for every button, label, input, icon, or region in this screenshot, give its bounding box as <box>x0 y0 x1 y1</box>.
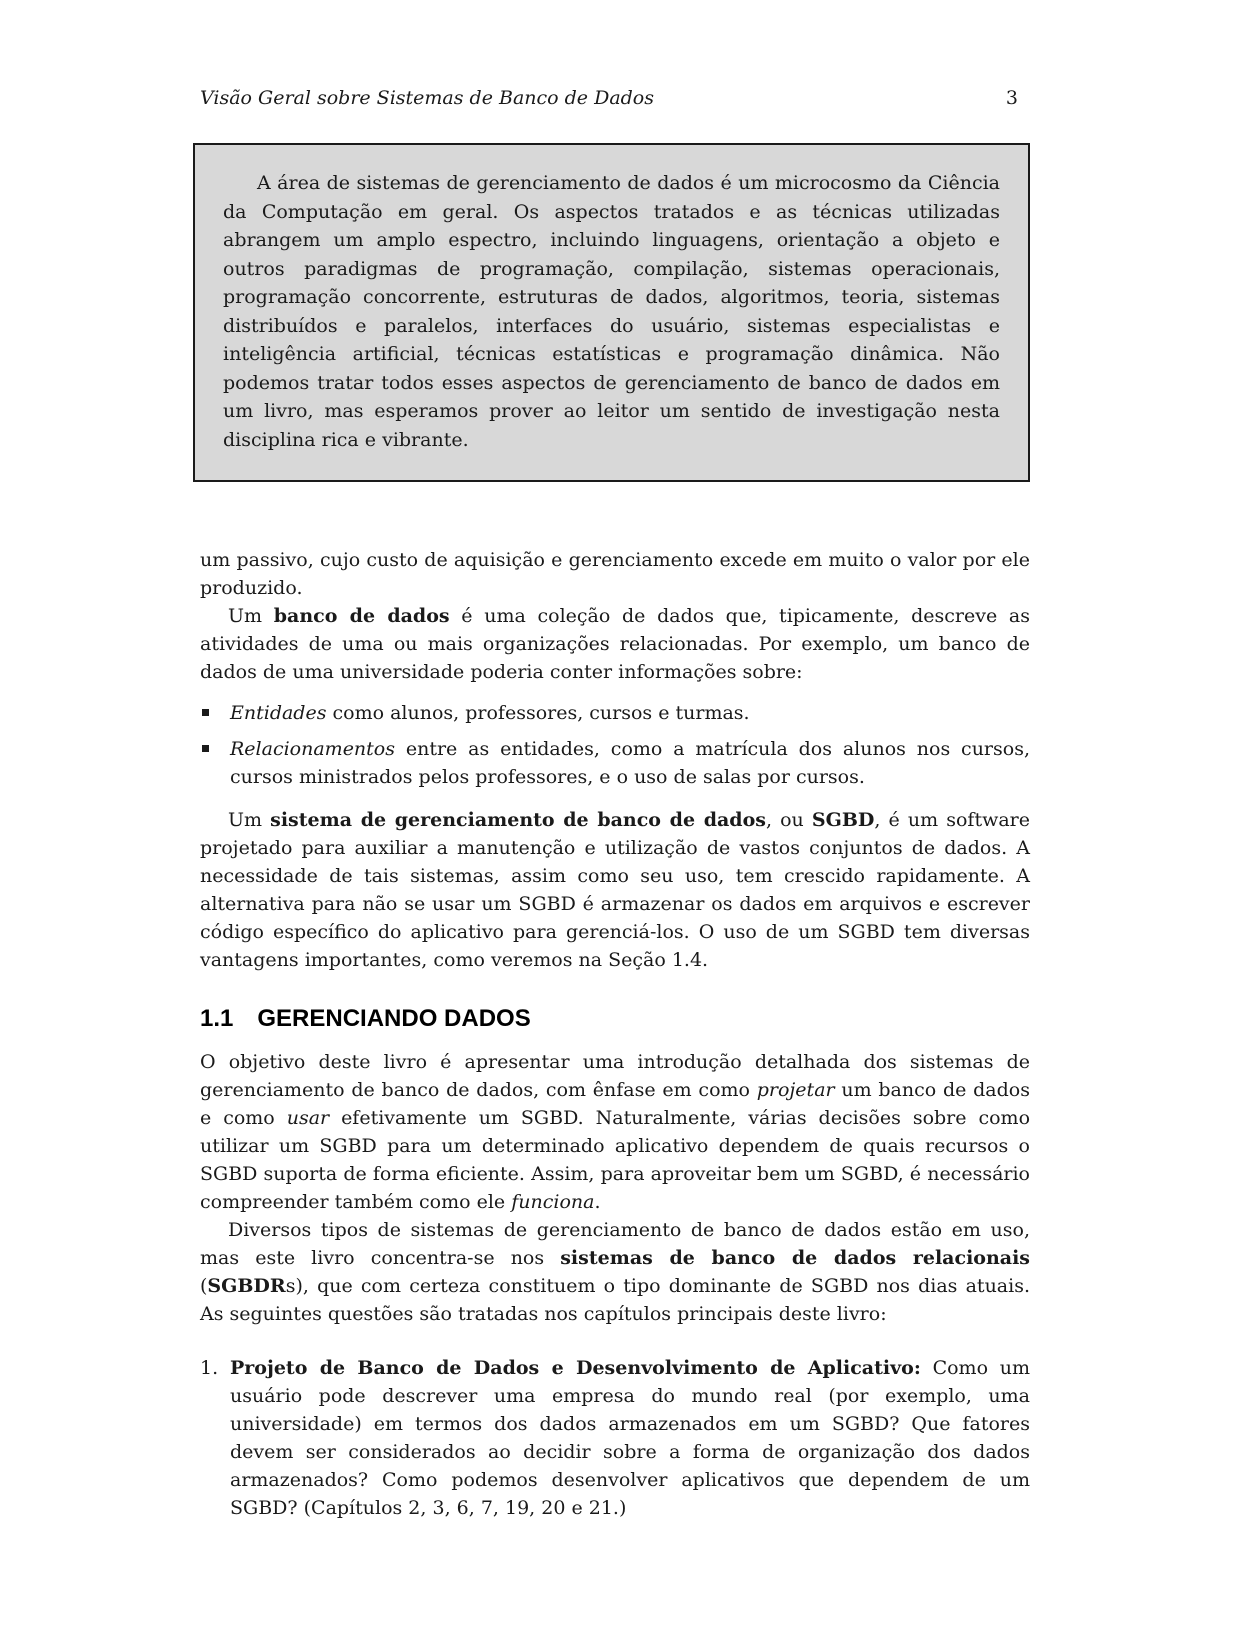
paragraph-sgbd-definition <box>200 806 1030 974</box>
text-run: s), que com certeza constituem o tipo dominante de SGBD nos dias atuais. As seguintes questões são tratadas nos capítulos principais deste livro: <box>200 1275 1030 1325</box>
italic-term-projetar: projetar <box>756 1079 835 1101</box>
text-run: O objetivo deste livro é apresentar uma introdução detalhada dos sistemas de gerenciamento de banco de dados, com ênfase em como <box>200 1051 1030 1101</box>
italic-term-usar: usar <box>286 1107 330 1129</box>
body-text <box>200 546 1030 1522</box>
list-item <box>200 735 1030 791</box>
italic-term-relacionamentos: Relacionamentos <box>230 738 395 760</box>
italic-term-entidades: Entidades <box>230 702 327 724</box>
running-head-title: Visão Geral sobre Sistemas de Banco de Dados <box>200 87 654 109</box>
text-run: . <box>594 1191 601 1213</box>
text-run: um passivo, cujo custo de aquisição e gerenciamento excede em muito o valor por ele produzido. <box>200 549 1030 599</box>
paragraph-sgbd-types <box>200 1216 1030 1328</box>
page-number: 3 <box>1005 87 1018 109</box>
text-run: um banco de dados e como <box>200 1079 1030 1129</box>
text-run: como alunos, professores, cursos e turmas. <box>326 702 750 724</box>
numbered-list <box>200 1354 1030 1522</box>
text-run: , ou <box>765 809 812 831</box>
section-title: GERENCIANDO DADOS <box>257 1005 531 1032</box>
paragraph-database-definition <box>200 602 1030 686</box>
item-title-bold: Projeto de Banco de Dados e Desenvolvimento de Aplicativo: <box>230 1357 921 1379</box>
text-run: é uma coleção de dados que, tipicamente, descreve as atividades de uma ou mais organizações relacionadas. Por exemplo, um banco de dados de uma universidade poderia conter informações sobre: <box>200 605 1030 683</box>
square-bullet-icon <box>202 709 209 716</box>
bold-term-sistema-gerenciamento: sistema de gerenciamento de banco de dados <box>270 809 766 831</box>
text-run: , é um software projetado para auxiliar a manutenção e utilização de vastos conjuntos de dados. A necessidade de tais sistemas, assim como seu uso, tem crescido rapidamente. A alternativa para não se usar um SGBD é armazenar os dados em arquivos e escrever código específico do aplicativo para gerenciá-los. O uso de um SGBD tem diversas vantagens importantes, como veremos na Seção 1.4. <box>200 809 1030 971</box>
italic-term-funciona: funciona <box>511 1191 595 1213</box>
bullet-list <box>200 699 1030 791</box>
list-item <box>200 699 1030 727</box>
square-bullet-icon <box>202 745 209 752</box>
excerpt-box <box>193 143 1030 482</box>
text-run: ( <box>200 1275 208 1297</box>
text-run: Como um usuário pode descrever uma empresa do mundo real (por exemplo, uma universidade) em termos dos dados armazenados em um SGBD? Que fatores devem ser considerados ao decidir sobre a forma de organização dos dados armazenados? Como podemos desenvolver aplicativos que dependem de um SGBD? (Capítulos 2, 3, 6, 7, 19, 20 e 21.) <box>230 1357 1031 1519</box>
bold-term-banco-de-dados: banco de dados <box>273 605 450 627</box>
running-head <box>200 85 1030 111</box>
text-run: Diversos tipos de sistemas de gerenciamento de banco de dados estão em uso, mas este livro concentra-se nos <box>200 1219 1030 1269</box>
section-number: 1.1 <box>200 1005 234 1032</box>
bold-term-sistemas-relacionais: sistemas de banco de dados relacionais <box>560 1247 1030 1269</box>
paragraph-continuation <box>200 546 1030 602</box>
bold-term-sgbd: SGBD <box>811 809 875 831</box>
paragraph-book-objective <box>200 1048 1030 1216</box>
bold-term-sgbdr: SGBDR <box>207 1275 286 1297</box>
item-number: 1. <box>200 1357 219 1379</box>
text-run: Um <box>228 809 271 831</box>
excerpt-text: A área de sistemas de gerenciamento de dados é um microcosmo da Ciência da Computação em geral. Os aspectos tratados e as técnicas utilizadas abrangem um amplo espectro, incluindo linguagens, orientação a objeto e outros paradigmas de programação, compilação, sistemas operacionais, programação concorrente, estruturas de dados, algoritmos, teoria, sistemas distribuídos e paralelos, interfaces do usuário, sistemas especialistas e inteligência artificial, técnicas estatísticas e programação dinâmica. Não podemos tratar todos esses aspectos de gerenciamento de banco de dados em um livro, mas esperamos prover ao leitor um sentido de investigação nesta disciplina rica e vibrante. <box>223 172 1000 451</box>
numbered-item-1 <box>200 1354 1030 1522</box>
section-heading <box>200 1004 1030 1034</box>
text-run: efetivamente um SGBD. Naturalmente, várias decisões sobre como utilizar um SGBD para um determinado aplicativo dependem de quais recursos o SGBD suporta de forma eficiente. Assim, para aproveitar bem um SGBD, é necessário compreender também como ele <box>200 1107 1031 1213</box>
text-run: entre as entidades, como a matrícula dos alunos nos cursos, cursos ministrados pelos professores, e o uso de salas por cursos. <box>230 738 1030 788</box>
text-run: Um <box>228 605 274 627</box>
